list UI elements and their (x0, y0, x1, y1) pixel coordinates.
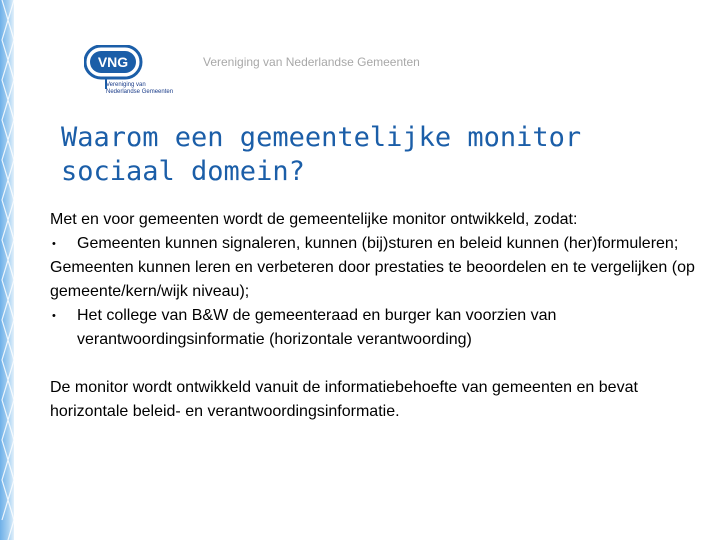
bullet-item-1 (50, 232, 710, 256)
title-line-1: Waarom een gemeentelijke monitor (61, 122, 582, 153)
bullet-text-1: Gemeenten kunnen signaleren, kunnen (bij)sturen en beleid kunnen (her)formuleren; (77, 235, 679, 252)
slide-content (50, 208, 710, 424)
intro-text: Met en voor gemeenten wordt de gemeentelijke monitor ontwikkeld, zodat: (50, 211, 578, 228)
bullet-marker: • (52, 238, 56, 250)
edge-lines (0, 0, 16, 540)
slide-title (61, 121, 681, 189)
logo-subtitle: Vereniging van Nederlandse Gemeenten (106, 82, 174, 95)
bullet-item-2 (50, 304, 710, 352)
logo-text: VNG (97, 54, 129, 70)
bullet-marker: • (52, 310, 56, 322)
spacer (50, 352, 710, 376)
header-org-name: Vereniging van Nederlandse Gemeenten (203, 55, 420, 69)
bullet-text-2: Het college van B&W de gemeenteraad en burger kan voorzien van verantwoordingsinformatie (horizontale verantwoording) (77, 307, 557, 348)
conclusion-text: De monitor wordt ontwikkeld vanuit de informatiebehoefte van gemeenten en bevat horizontale beleid- en verantwoordingsinformatie. (50, 379, 638, 420)
title-line-2: sociaal domein? (61, 156, 305, 187)
paragraph-2: Gemeenten kunnen leren en verbeteren door prestaties te beoordelen en te vergelijken (op gemeente/kern/wijk niveau); (50, 259, 695, 300)
